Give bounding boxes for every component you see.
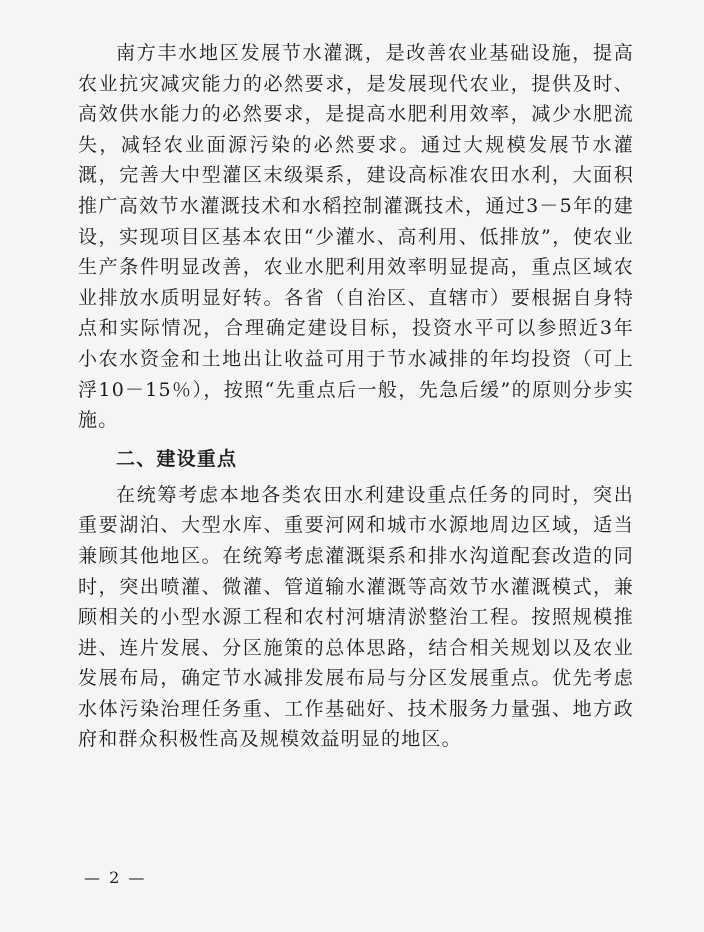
section-heading: 二、建设重点: [116, 447, 238, 470]
page-number: — 2 —: [84, 868, 147, 887]
body-paragraph: 在统筹考虑本地各类农田水利建设重点任务的同时，突出重要湖泊、大型水库、重要河网和城市水源地周边区域，适当兼顾其他地区。在统筹考虑灌溉渠系和排水沟道配套改造的同时，突出喷灌、微灌、管道输水灌溉等高效节水灌溉模式，兼顾相关的小型水源工程和农村河塘清淤整治工程。按照规模推进、连片发展、分区施策的总体思路，结合相关规划以及农业发展布局，确定节水减排发展布局与分区发展重点。优先考虑水体污染治理任务重、工作基础好、技术服务力量强、地方政府和群众积极性高及规模效益明显的地区。: [78, 483, 634, 751]
body-paragraph: 南方丰水地区发展节水灌溉，是改善农业基础设施，提高农业抗灾减灾能力的必然要求，是发展现代农业，提供及时、高效供水能力的必然要求，是提高水肥利用效率，减少水肥流失，减轻农业面源污染的必然要求。通过大规模发展节水灌溉，完善大中型灌区末级渠系，建设高标准农田水利，大面积推广高效节水灌溉技术和水稻控制灌溉技术，通过3－5年的建设，实现项目区基本农田“少灌水、高利用、低排放”，使农业生产条件明显改善，农业水肥利用效率明显提高，重点区域农业排放水质明显好转。各省（自治区、直辖市）要根据自身特点和实际情况，合理确定建设目标，投资水平可以参照近3年小农水资金和土地出让收益可用于节水减排的年均投资（可上浮10－15％），按照“先重点后一般，先急后缓”的原则分步实施。: [78, 42, 634, 432]
